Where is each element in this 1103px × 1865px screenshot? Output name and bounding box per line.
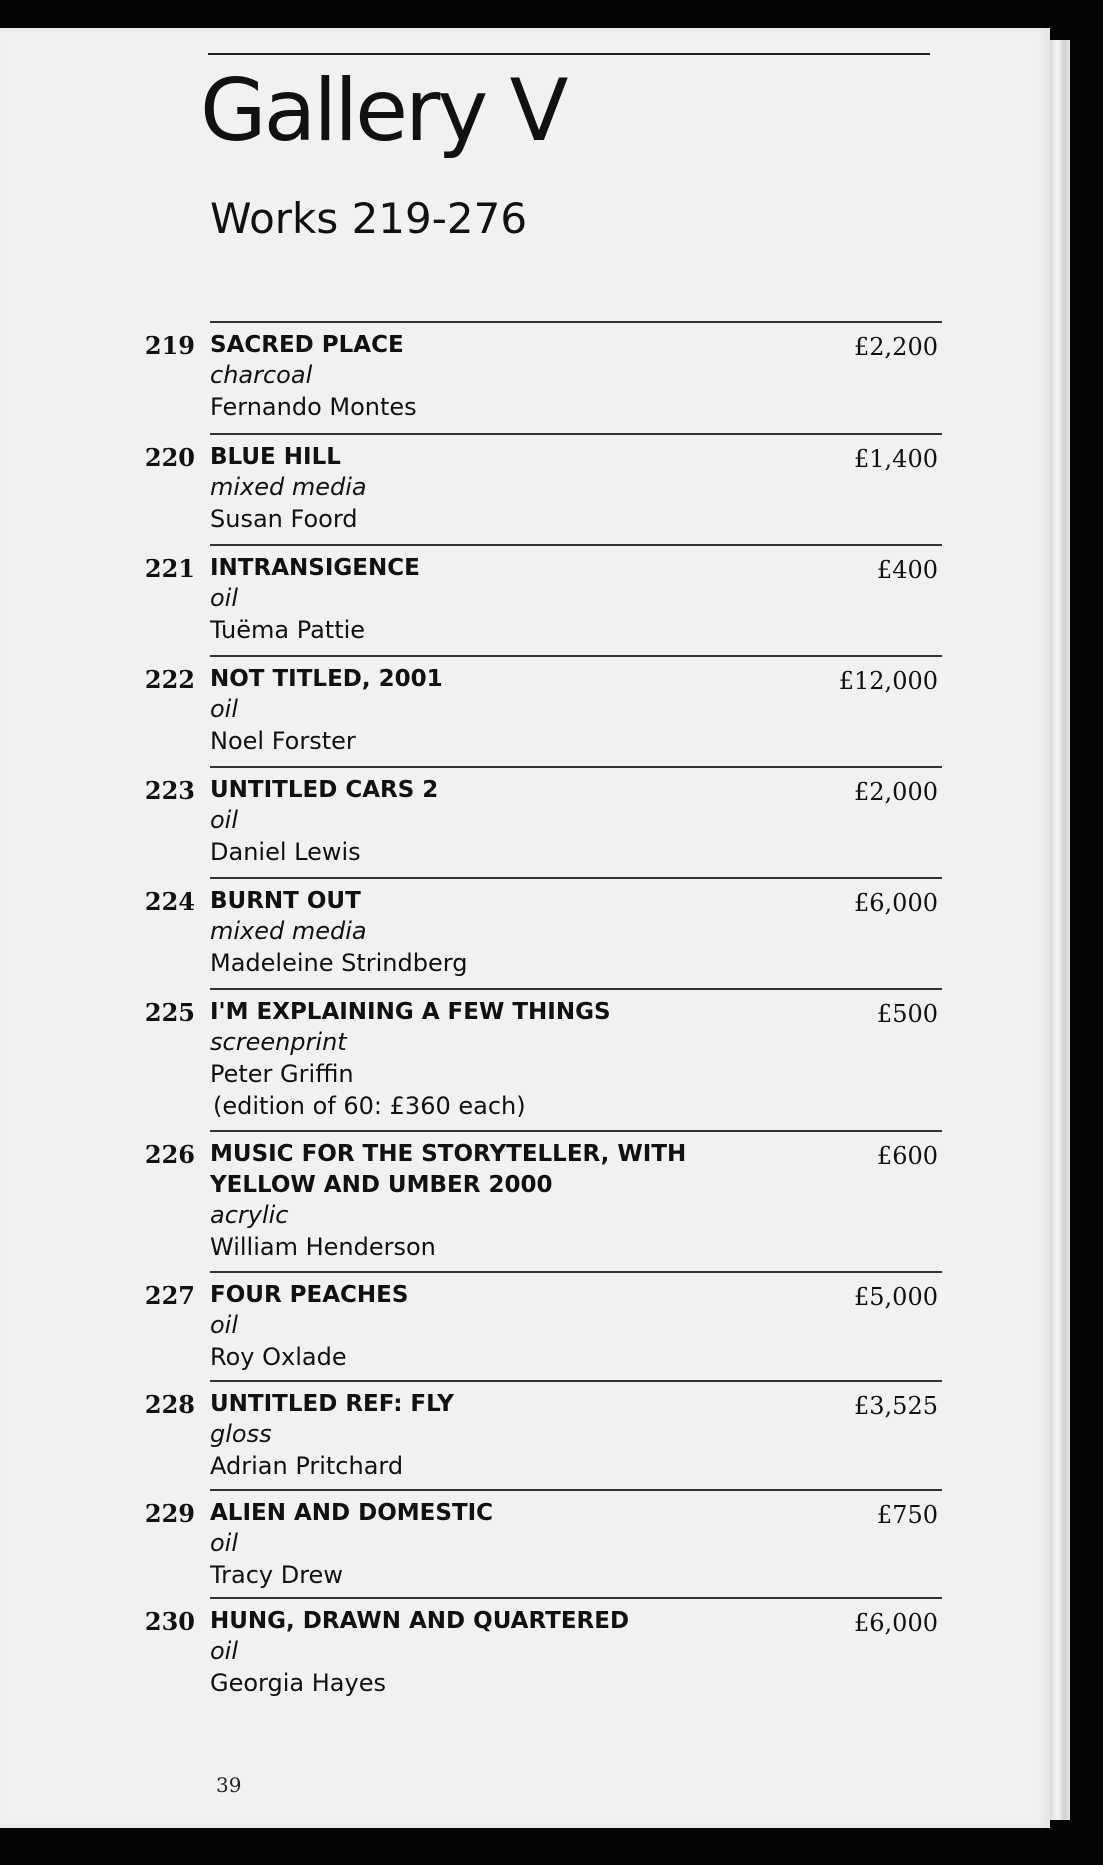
work-medium: oil xyxy=(210,1637,239,1665)
divider xyxy=(210,1597,942,1599)
page-edge xyxy=(1050,40,1070,1820)
divider xyxy=(210,321,942,323)
divider xyxy=(210,1489,942,1491)
work-price: £600 xyxy=(876,1142,938,1170)
work-artist: Tracy Drew xyxy=(210,1561,343,1589)
work-medium: gloss xyxy=(210,1420,272,1448)
work-artist: Adrian Pritchard xyxy=(210,1452,404,1480)
work-medium: oil xyxy=(210,584,239,612)
work-medium: oil xyxy=(210,695,239,723)
work-price: £6,000 xyxy=(854,889,938,917)
work-title: UNTITLED CARS 2 xyxy=(210,777,439,803)
work-medium: oil xyxy=(210,1529,239,1557)
page-number: 39 xyxy=(216,1773,242,1797)
work-medium: screenprint xyxy=(210,1028,347,1056)
work-price: £6,000 xyxy=(854,1609,938,1637)
divider xyxy=(210,433,942,435)
work-number: 226 xyxy=(144,1140,195,1169)
work-title: SACRED PLACE xyxy=(210,332,404,358)
catalogue-page xyxy=(0,28,1050,1828)
divider xyxy=(210,877,942,879)
work-number: 220 xyxy=(144,443,195,472)
work-medium: mixed media xyxy=(210,917,367,945)
work-price: £750 xyxy=(876,1501,938,1529)
work-title: HUNG, DRAWN AND QUARTERED xyxy=(210,1608,630,1634)
edition-note: (edition of 60: £360 each) xyxy=(213,1092,526,1120)
work-title: INTRANSIGENCE xyxy=(210,555,420,581)
work-artist: Tuëma Pattie xyxy=(210,616,366,644)
work-title: FOUR PEACHES xyxy=(210,1282,409,1308)
work-price: £12,000 xyxy=(838,667,938,695)
work-artist: Fernando Montes xyxy=(210,393,417,421)
work-artist: Noel Forster xyxy=(210,727,356,755)
work-title: BURNT OUT xyxy=(210,888,361,914)
top-rule xyxy=(208,53,930,55)
work-price: £2,200 xyxy=(854,333,938,361)
work-title: UNTITLED REF: FLY xyxy=(210,1391,454,1417)
page-title: Gallery V xyxy=(200,61,566,161)
work-number: 227 xyxy=(144,1281,195,1310)
work-price: £2,000 xyxy=(854,778,938,806)
work-title: I'M EXPLAINING A FEW THINGS xyxy=(210,999,611,1025)
work-number: 223 xyxy=(144,776,195,805)
work-number: 221 xyxy=(144,554,195,583)
work-artist: Madeleine Strindberg xyxy=(210,949,468,977)
work-artist: Daniel Lewis xyxy=(210,838,361,866)
work-medium: mixed media xyxy=(210,473,367,501)
work-number: 230 xyxy=(144,1607,195,1636)
work-title: ALIEN AND DOMESTIC xyxy=(210,1500,494,1526)
work-title: NOT TITLED, 2001 xyxy=(210,666,443,692)
work-price: £5,000 xyxy=(854,1283,938,1311)
work-number: 225 xyxy=(144,998,195,1027)
work-title: MUSIC FOR THE STORYTELLER, WITH YELLOW AND UMBER 2000 xyxy=(210,1141,687,1198)
work-artist: William Henderson xyxy=(210,1233,436,1261)
work-artist: Peter Griffin xyxy=(210,1060,354,1088)
work-medium: charcoal xyxy=(210,361,313,389)
work-artist: Georgia Hayes xyxy=(210,1669,386,1697)
work-number: 222 xyxy=(144,665,195,694)
work-medium: oil xyxy=(210,806,239,834)
work-number: 224 xyxy=(144,887,195,916)
divider xyxy=(210,655,942,657)
work-medium: oil xyxy=(210,1311,239,1339)
divider xyxy=(210,766,942,768)
work-medium: acrylic xyxy=(210,1201,289,1229)
divider xyxy=(210,1380,942,1382)
work-title: BLUE HILL xyxy=(210,444,341,470)
work-price: £500 xyxy=(876,1000,938,1028)
work-number: 228 xyxy=(144,1390,195,1419)
work-price: £400 xyxy=(876,556,938,584)
divider xyxy=(210,544,942,546)
page-subtitle: Works 219-276 xyxy=(210,194,528,243)
work-price: £1,400 xyxy=(854,445,938,473)
divider xyxy=(210,1271,942,1273)
divider xyxy=(210,1130,942,1132)
work-number: 219 xyxy=(144,331,195,360)
work-artist: Susan Foord xyxy=(210,505,358,533)
work-price: £3,525 xyxy=(854,1392,938,1420)
work-number: 229 xyxy=(144,1499,195,1528)
work-artist: Roy Oxlade xyxy=(210,1343,347,1371)
divider xyxy=(210,988,942,990)
